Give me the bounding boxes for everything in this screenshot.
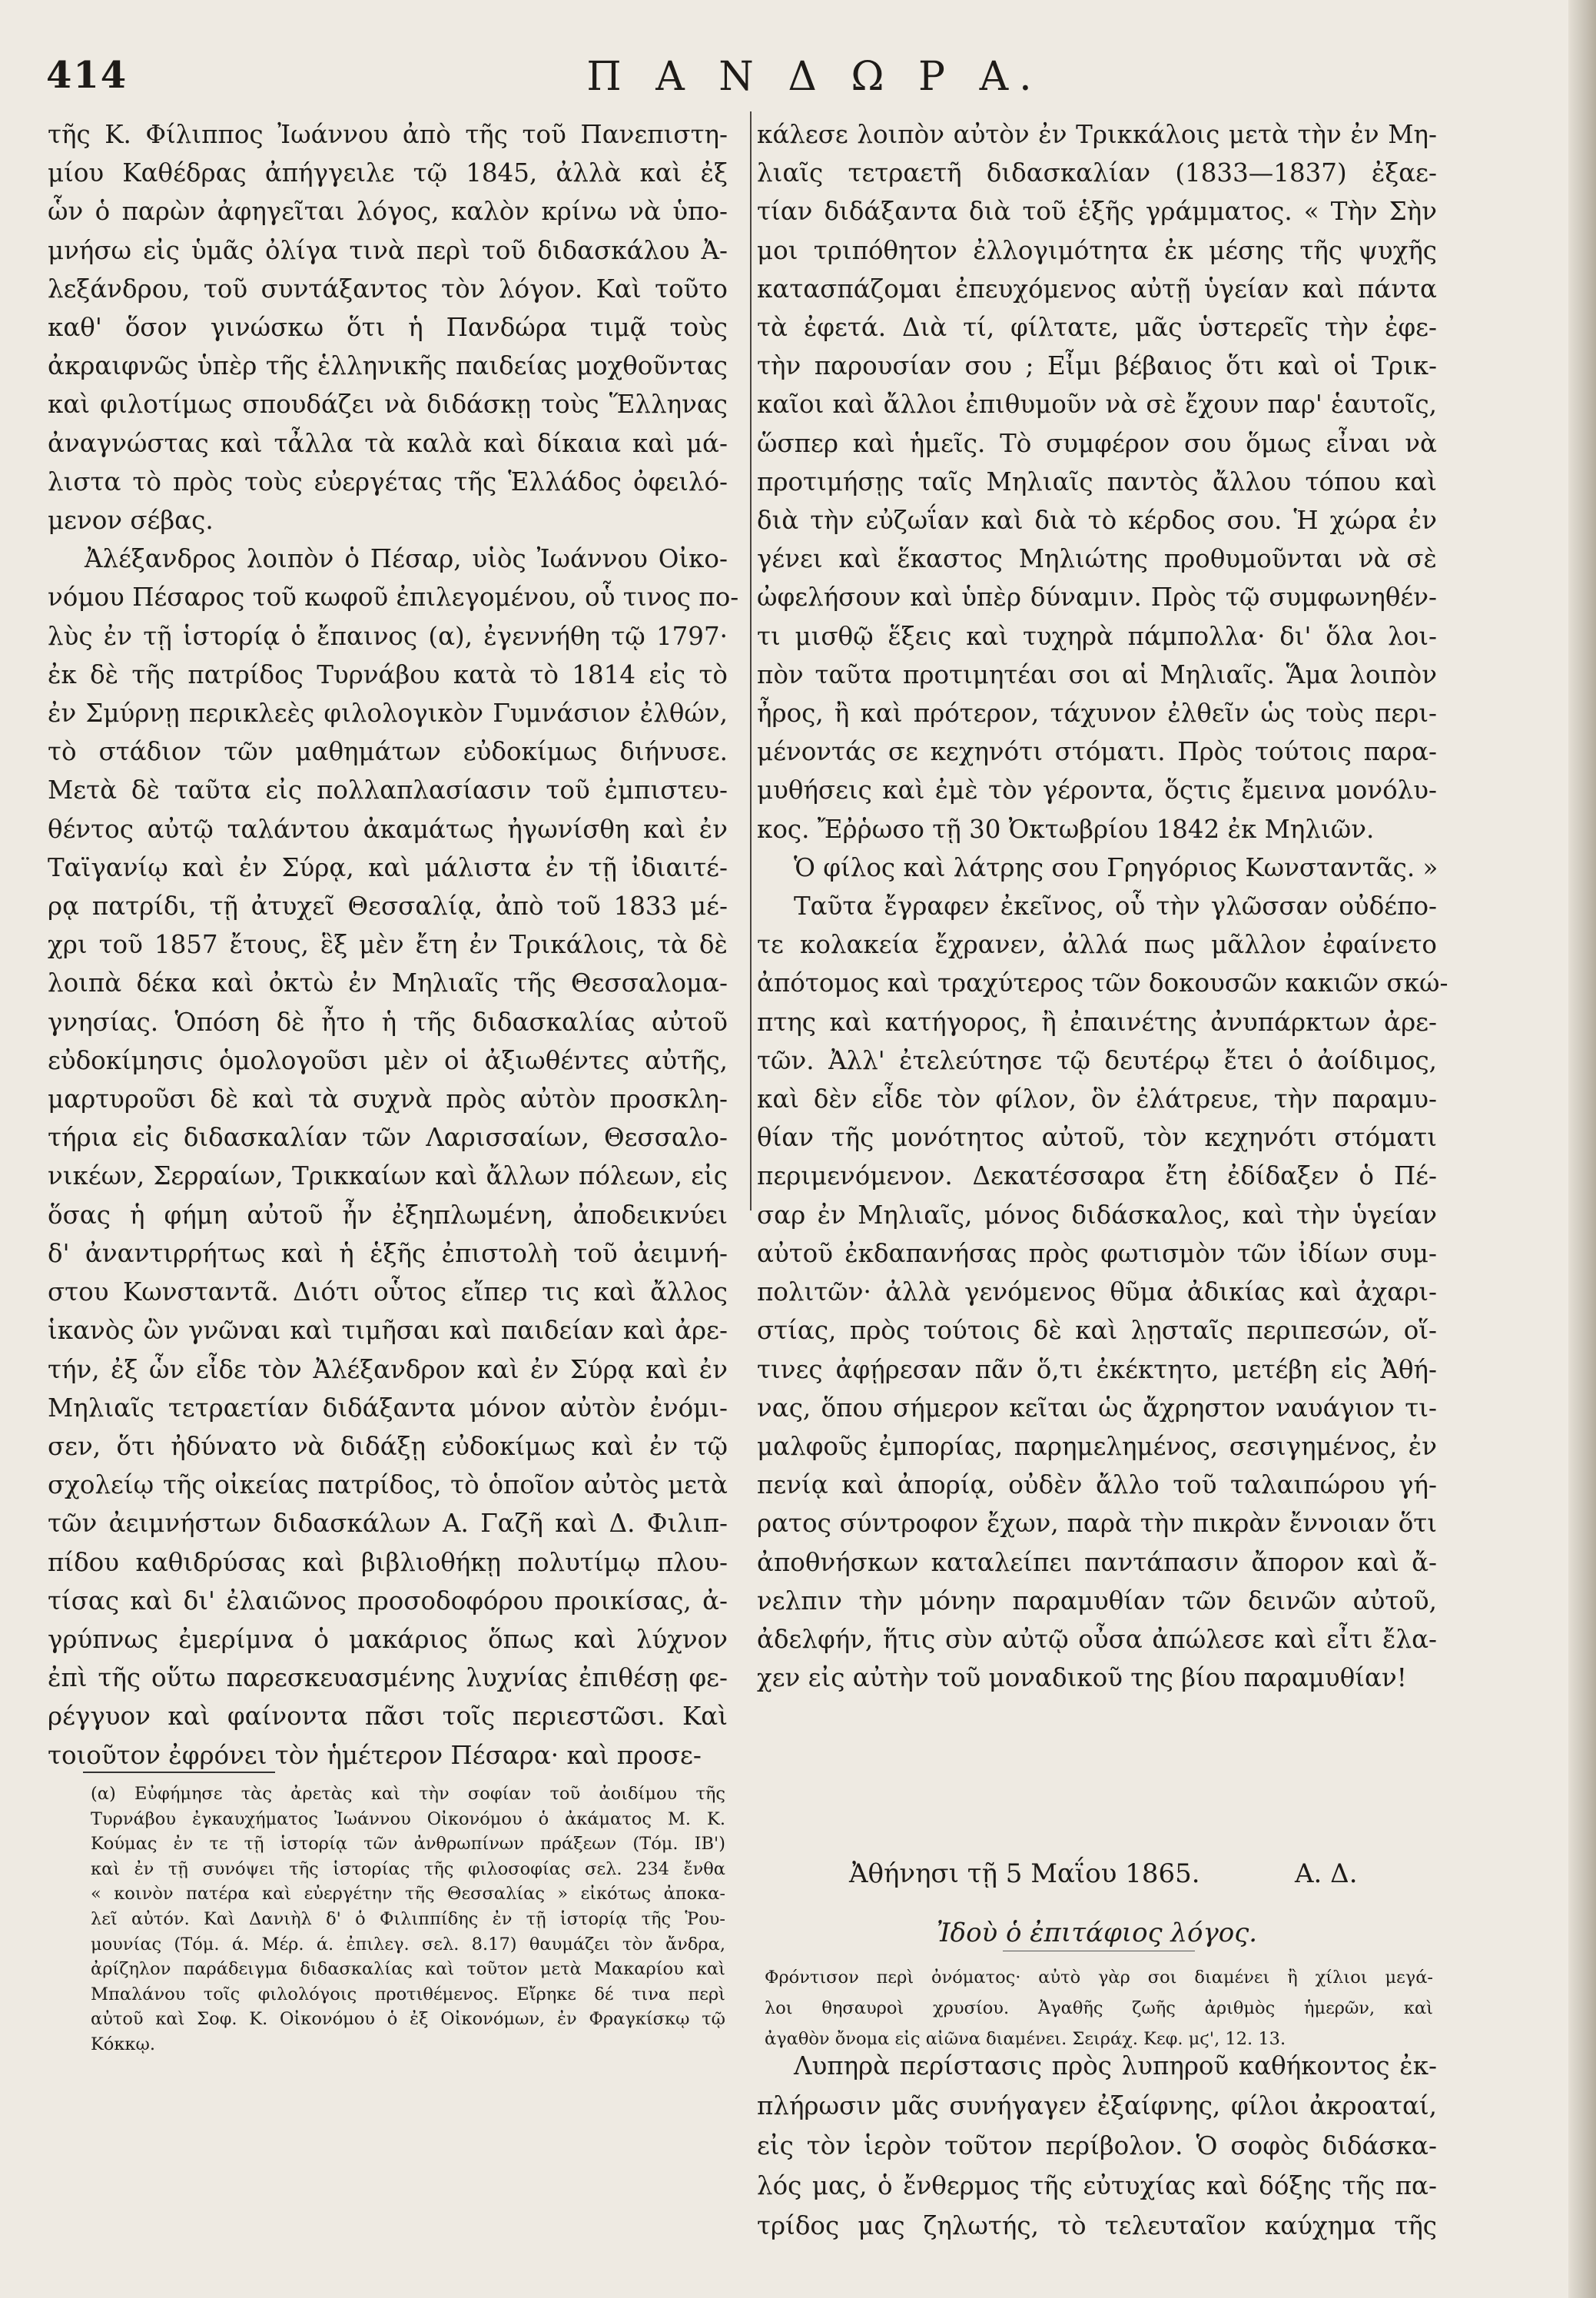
text-line: μενον σέβας. <box>48 506 214 536</box>
text-line: ἀπότομος καὶ τραχύτερος τῶν δοκουσῶν κακιῶν σκώ- <box>757 968 1448 998</box>
footnote-line: μουνίας (Τόμ. ά. Μέρ. ά. ἐπιλεγ. σελ. 8.17) θαυμάζει τὸν ἄνδρα, <box>91 1934 725 1954</box>
text-line: ἐκ δὲ τῆς πατρίδος Τυρνάβου κατὰ τὸ 1814 εἰς τὸ <box>48 659 728 689</box>
text-line: Μηλιαῖς τετραετίαν διδάξαντα μόνον αὐτὸν ἐνόμι- <box>48 1393 728 1423</box>
text-line: τῶν ἀειμνήστων διδασκάλων Α. Γαζῆ καὶ Δ. Φιλιπ- <box>48 1509 728 1539</box>
text-line: πολιτῶν· ἀλλὰ γενόμενος θῦμα ἀδικίας καὶ ἀχαρι- <box>757 1277 1437 1307</box>
text-line: κατασπάζομαι ἐπευχόμενος αὐτῇ ὑγείαν καὶ πάντα <box>757 274 1437 304</box>
text-line: προτιμήσῃς ταῖς Μηλιαῖς παντὸς ἄλλου τόπου καὶ <box>757 467 1437 496</box>
footnote-rule <box>83 1772 275 1773</box>
text-line: ἐν Σμύρνῃ περικλεὲς φιλολογικὸν Γυμνάσιον ἐλθών, <box>48 699 728 729</box>
text-line: καὶ φιλοτίμως σπουδάζει νὰ διδάσκῃ τοὺς Ἕλληνας <box>48 390 728 420</box>
text-line: εὐδοκίμησις ὁμολογοῦσι μὲν οἱ ἀξιωθέντες αὐτῆς, <box>48 1045 728 1075</box>
text-line: πτης καὶ κατήγορος, ἢ ἐπαινέτης ἀνυπάρκτων ἀρε- <box>757 1007 1437 1037</box>
text-line: τήν, ἐξ ὧν εἶδε τὸν Ἀλέξανδρον καὶ ἐν Σύρᾳ καὶ ἐν <box>48 1354 728 1384</box>
text-line: μυθήσεις καὶ ἐμὲ τὸν γέροντα, ὅςτις ἔμεινα μονόλυ- <box>757 775 1437 805</box>
epigraph-line: λοι θησαυροὶ χρυσίου. Ἀγαθῆς ζωῆς ἀριθμὸς ἡμερῶν, καὶ <box>765 1998 1433 2018</box>
text-line: ὥσπερ καὶ ἡμεῖς. Τὸ συμφέρον σου ὅμως εἶναι νὰ <box>757 428 1437 458</box>
text-line: Ταῦτα ἔγραφεν ἐκεῖνος, οὗ τὴν γλῶσσαν οὐδέπο- <box>794 892 1437 922</box>
footnotes <box>91 1782 725 2057</box>
text-line: τήρια εἰς διδασκαλίαν τῶν Λαρισσαίων, Θεσσαλο- <box>48 1123 728 1153</box>
epigraph-line: ἀγαθὸν ὄνομα εἰς αἰῶνα διαμένει. Σειράχ. Κεφ. μϛ', 12. 13. <box>765 2029 1286 2049</box>
text-line: ἱκανὸς ὢν γνῶναι καὶ τιμῆσαι καὶ παιδείαν καὶ ἀρε- <box>48 1316 728 1346</box>
text-line: τε κολακεία ἔχρανεν, ἀλλά πως μᾶλλον ἐφαίνετο <box>757 930 1437 960</box>
text-line: δ' ἀναντιρρήτως καὶ ἡ ἑξῆς ἐπιστολὴ τοῦ ἀειμνή- <box>48 1238 728 1268</box>
footnote-line: λεῖ αὐτόν. Καὶ Δανιὴλ δ' ὁ Φιλιππίδης ἐν τῇ ἱστορίᾳ τῆς Ῥου- <box>91 1908 725 1929</box>
text-line: σαρ ἐν Μηλιαῖς, μόνος διδάσκαλος, καὶ τὴν ὑγείαν <box>757 1200 1437 1230</box>
text-line: νελπιν τὴν μόνην παραμυθίαν τῶν δεινῶν αὐτοῦ, <box>757 1586 1437 1616</box>
text-line: ὅσας ἡ φήμη αὐτοῦ ἦν ἐξηπλωμένη, ἀποδεικνύει <box>48 1200 728 1230</box>
footnote-line: Τυρνάβου ἐγκαυχήματος Ἰωάννου Οἰκονόμου ὁ ἀκάματος Μ. Κ. <box>91 1808 725 1829</box>
epigraph-line: Φρόντισον περὶ ὀνόματος· αὐτὸ γὰρ σοι διαμένει ἢ χίλιοι μεγά- <box>765 1968 1433 1988</box>
column-divider <box>750 111 752 1210</box>
text-line: τρίδος μας ζηλωτής, τὸ τελευταῖον καύχημα τῆς <box>757 2211 1437 2240</box>
text-line: εἰς τὸν ἱερὸν τοῦτον περίβολον. Ὁ σοφὸς διδάσκα- <box>757 2131 1437 2160</box>
text-line: στίας, πρὸς τούτοις δὲ καὶ λῃσταῖς περιπεσών, οἵ- <box>757 1316 1437 1346</box>
page-edge <box>1568 0 1596 2298</box>
text-line: Ὁ φίλος καὶ λάτρης σου Γρηγόριος Κωνσταντᾶς. » <box>794 852 1438 882</box>
text-line: λοιπὰ δέκα καὶ ὀκτὼ ἐν Μηλιαῖς τῆς Θεσσαλομα- <box>48 968 728 998</box>
text-line: καθ' ὅσον γινώσκω ὅτι ἡ Πανδώρα τιμᾷ τοὺς <box>48 313 728 343</box>
text-line: νας, ὅπου σήμερον κεῖται ὡς ἄχρηστον ναυάγιον τι- <box>757 1393 1437 1423</box>
text-line: λεξάνδρου, τοῦ συντάξαντος τὸν λόγον. Καὶ τοῦτο <box>48 274 728 304</box>
footnote-line: ἀρίζηλον παράδειγμα διδασκαλίας καὶ τοῦτον μετὰ Μακαρίου καὶ <box>91 1959 725 1980</box>
text-line: μένοντάς σε κεχηνότι στόματι. Πρὸς τούτοις παρα- <box>757 737 1437 767</box>
text-line: ἀδελφήν, ἥτις σὺν αὐτῷ οὖσα ἀπώλεσε καὶ εἶτι ἔλα- <box>757 1624 1437 1654</box>
text-line: θίαν τῆς μονότητος αὐτοῦ, τὸν κεχηνότι στόματι <box>757 1123 1437 1153</box>
text-line: τι μισθῷ ἕξεις καὶ τυχηρὰ πάμπολλα· δι' ὅλα λοι- <box>757 621 1437 651</box>
epitaph-title: Ἰδοὺ ὁ ἐπιτάφιος λόγος. <box>936 1918 1258 1948</box>
text-line: ὠφελήσουν καὶ ὑπὲρ δύναμιν. Πρὸς τῷ συμφωνηθέν- <box>757 583 1437 613</box>
page-number: 414 <box>46 54 128 97</box>
footnote-line: (α) Εὐφήμησε τὰς ἀρετὰς καὶ τὴν σοφίαν τοῦ ἀοιδίμου τῆς <box>91 1784 725 1804</box>
text-line: ἀποθνήσκων καταλείπει παντάπασιν ἄπορον καὶ ἄ- <box>757 1547 1437 1577</box>
text-line: περιμενόμενον. Δεκατέσσαρα ἔτη ἐδίδαξεν ὁ Πέ- <box>757 1161 1437 1191</box>
text-line: χρι τοῦ 1857 ἔτους, ἓξ μὲν ἔτη ἐν Τρικάλοις, τὰ δὲ <box>48 930 728 960</box>
text-line: ρᾳ πατρίδι, τῇ ἀτυχεῖ Θεσσαλίᾳ, ἀπὸ τοῦ 1833 μέ- <box>48 892 728 922</box>
footnote-line: Μπαλάνου τοῖς φιλολόγοις προτιθέμενος. Εἴρηκε δέ τινα περὶ <box>91 1984 725 2004</box>
text-line: τινες ἀφῄρεσαν πᾶν ὅ,τι ἐκέκτητο, μετέβη εἰς Ἀθή- <box>757 1354 1437 1384</box>
text-line: χεν εἰς αὐτὴν τοῦ μοναδικοῦ της βίου παραμυθίαν! <box>757 1663 1407 1693</box>
text-line: μοι τριπόθητον ἐλλογιμότητα ἐκ μέσης τῆς ψυχῆς <box>757 235 1437 265</box>
left-column <box>48 115 739 1775</box>
text-line: πὸν ταῦτα προτιμητέαι σοι αἱ Μηλιαῖς. Ἅμα λοιπὸν <box>757 659 1437 689</box>
text-line: τίαν διδάξαντα διὰ τοῦ ἑξῆς γράμματος. « Τὴν Σὴν <box>757 197 1437 227</box>
text-line: γρύπνως ἐμερίμνα ὁ μακάριος ὅπως καὶ λύχνον <box>48 1624 728 1654</box>
text-line: λὺς ἐν τῇ ἱστορίᾳ ὁ ἔπαινος (α), ἐγεννήθη τῷ 1797· <box>48 621 728 651</box>
text-line: μνήσω εἰς ὑμᾶς ὀλίγα τινὰ περὶ τοῦ διδασκάλου Ἀ- <box>48 235 728 265</box>
text-line: νόμου Πέσαρος τοῦ κωφοῦ ἐπιλεγομένου, οὗ τινος πο- <box>48 583 739 613</box>
text-line: τῶν. Ἀλλ' ἐτελεύτησε τῷ δευτέρῳ ἔτει ὁ ἀοίδιμος, <box>757 1045 1437 1075</box>
text-line: αὐτοῦ ἐκδαπανήσας πρὸς φωτισμὸν τῶν ἰδίων συμ- <box>757 1238 1437 1268</box>
text-line: πενίᾳ καὶ ἀπορίᾳ, οὐδὲν ἄλλο τοῦ ταλαιπώρου γή- <box>757 1470 1437 1500</box>
text-line: ἀκραιφνῶς ὑπὲρ τῆς ἑλληνικῆς παιδείας μοχθοῦντας <box>48 351 728 381</box>
text-line: κος. Ἔῤῥωσο τῇ 30 Ὀκτωβρίου 1842 ἐκ Μηλιῶν. <box>757 814 1375 844</box>
signature-initials: Α. Δ. <box>1295 1858 1358 1889</box>
text-line: ἐπὶ τῆς οὕτω παρεσκευασμένης λυχνίας ἐπιθέσῃ φε- <box>48 1663 728 1693</box>
text-line: Μετὰ δὲ ταῦτα εἰς πολλαπλασίασιν τοῦ ἐμπιστευ- <box>48 775 728 805</box>
text-line: ἦρος, ἢ καὶ πρότερον, τάχυνον ἐλθεῖν ὡς τοὺς περι- <box>757 699 1437 729</box>
footnote-line: αὐτοῦ καὶ Σοφ. Κ. Οἰκονόμου ὁ ἐξ Οἰκονόμων, ἐν Φραγκίσκῳ τῷ <box>91 2009 725 2030</box>
text-line: τὸ στάδιον τῶν μαθημάτων εὐδοκίμως διήνυσε. <box>48 737 728 767</box>
text-line: Λυπηρὰ περίστασις πρὸς λυπηροῦ καθήκοντος ἐκ- <box>794 2051 1437 2080</box>
text-line: τὴν παρουσίαν σου ; Εἶμι βέβαιος ὅτι καὶ οἱ Τρικ- <box>757 351 1437 381</box>
text-line: λός μας, ὁ ἔνθερμος τῆς εὐτυχίας καὶ δόξης τῆς πα- <box>757 2171 1437 2200</box>
text-line: καὶ δὲν εἶδε τὸν φίλον, ὃν ἐλάτρευε, τὴν παραμυ- <box>757 1084 1437 1114</box>
speech-text <box>757 2046 1437 2246</box>
text-line: ἀναγνώστας καὶ τἆλλα τὰ καλὰ καὶ δίκαια καὶ μά- <box>48 428 728 458</box>
footnote-line: « κοινὸν πατέρα καὶ εὐεργέτην τῆς Θεσσαλίας » εἰκότως ἀποκα- <box>91 1884 725 1904</box>
text-line: λιαῖς τετραετῆ διδασκαλίαν (1833—1837) ἐξαε- <box>757 158 1437 188</box>
text-line: τῆς Κ. Φίλιππος Ἰωάννου ἀπὸ τῆς τοῦ Πανεπιστη- <box>48 120 728 149</box>
text-line: γνησίας. Ὁπόση δὲ ἦτο ἡ τῆς διδασκαλίας αὐτοῦ <box>48 1007 728 1037</box>
text-line: μαρτυροῦσι δὲ καὶ τὰ συχνὰ πρὸς αὐτὸν προσκλη- <box>48 1084 728 1114</box>
footnote-line: Κούμας ἐν τε τῇ ἱστορίᾳ τῶν ἀνθρωπίνων πράξεων (Τόμ. ΙΒ') <box>91 1834 725 1855</box>
text-line: τοιοῦτον ἐφρόνει τὸν ἡμέτερον Πέσαρα· καὶ προσε- <box>48 1740 702 1770</box>
right-column <box>757 115 1448 1697</box>
text-line: γένει καὶ ἕκαστος Μηλιώτης προθυμοῦνται νὰ σὲ <box>757 544 1437 574</box>
footnote-line: Κόκκῳ. <box>91 2034 155 2054</box>
text-line: μαλφοῦς ἐμπορίας, παρημελημένος, σεσιγημένος, ἐν <box>757 1431 1437 1461</box>
text-line: ρατος σύντροφον ἔχων, παρὰ τὴν πικρὰν ἔννοιαν ὅτι <box>757 1509 1437 1539</box>
text-line: Ἀλέξανδρος λοιπὸν ὁ Πέσαρ, υἱὸς Ἰωάννου Οἰκο- <box>85 544 728 574</box>
text-line: ρέγγυον καὶ φαίνοντα πᾶσι τοῖς περιεστῶσι. Καὶ <box>48 1702 728 1732</box>
text-line: διὰ τὴν εὐζωΐαν καὶ διὰ τὸ κέρδος σου. Ἡ χώρα ἐν <box>757 506 1437 536</box>
text-line: πλήρωσιν μᾶς συνήγαγεν ἐξαίφνης, φίλοι ἀκροαταί, <box>757 2091 1437 2120</box>
footnote-line: καὶ ἐν τῇ συνόψει τῆς ἱστορίας τῆς φιλοσοφίας σελ. 234 ἔνθα <box>91 1858 725 1879</box>
date-text: Ἀθήνησι τῇ 5 Μαΐου 1865. <box>849 1858 1200 1889</box>
epigraph <box>765 1962 1433 2054</box>
text-line: Ταϊγανίῳ καὶ ἐν Σύρᾳ, καὶ μάλιστα ἐν τῇ ἰδιαιτέ- <box>48 852 728 882</box>
text-line: καῖοι καὶ ἄλλοι ἐπιθυμοῦν νὰ σὲ ἔχουν παρ' ἑαυτοῖς, <box>757 390 1437 420</box>
text-line: στου Κωνσταντᾶ. Διότι οὗτος εἴπερ τις καὶ ἄλλος <box>48 1277 728 1307</box>
text-line: νικέων, Σερραίων, Τρικκαίων καὶ ἄλλων πόλεων, εἰς <box>48 1161 728 1191</box>
text-line: σχολείῳ τῆς οἰκείας πατρίδος, τὸ ὁποῖον αὐτὸς μετὰ <box>48 1470 728 1500</box>
page-header <box>46 54 1552 108</box>
text-line: μίου Καθέδρας ἀπήγγειλε τῷ 1845, ἀλλὰ καὶ ἐξ <box>48 158 728 188</box>
running-title: Π Α Ν Δ Ω Ρ Α. <box>586 54 1043 100</box>
text-line: λιστα τὸ πρὸς τοὺς εὐεργέτας τῆς Ἑλλάδος ὀφειλό- <box>48 467 728 496</box>
text-line: ὧν ὁ παρὼν ἀφηγεῖται λόγος, καλὸν κρίνω νὰ ὑπο- <box>48 197 728 227</box>
text-line: τὰ ἐφετά. Διὰ τί, φίλτατε, μᾶς ὑστερεῖς τὴν ἐφε- <box>757 313 1437 343</box>
text-line: τίσας καὶ δι' ἐλαιῶνος προσοδοφόρου προικίσας, ἀ- <box>48 1586 728 1616</box>
text-line: πίδου καθιδρύσας καὶ βιβλιοθήκῃ πολυτίμῳ πλου- <box>48 1547 728 1577</box>
text-line: σεν, ὅτι ἠδύνατο νὰ διδάξῃ εὐδοκίμως καὶ ἐν τῷ <box>48 1431 728 1461</box>
text-line: κάλεσε λοιπὸν αὐτὸν ἐν Τρικκάλοις μετὰ τὴν ἐν Μη- <box>757 120 1437 149</box>
text-line: θέντος αὐτῷ ταλάντου ἀκαμάτως ἠγωνίσθη καὶ ἐν <box>48 814 728 844</box>
